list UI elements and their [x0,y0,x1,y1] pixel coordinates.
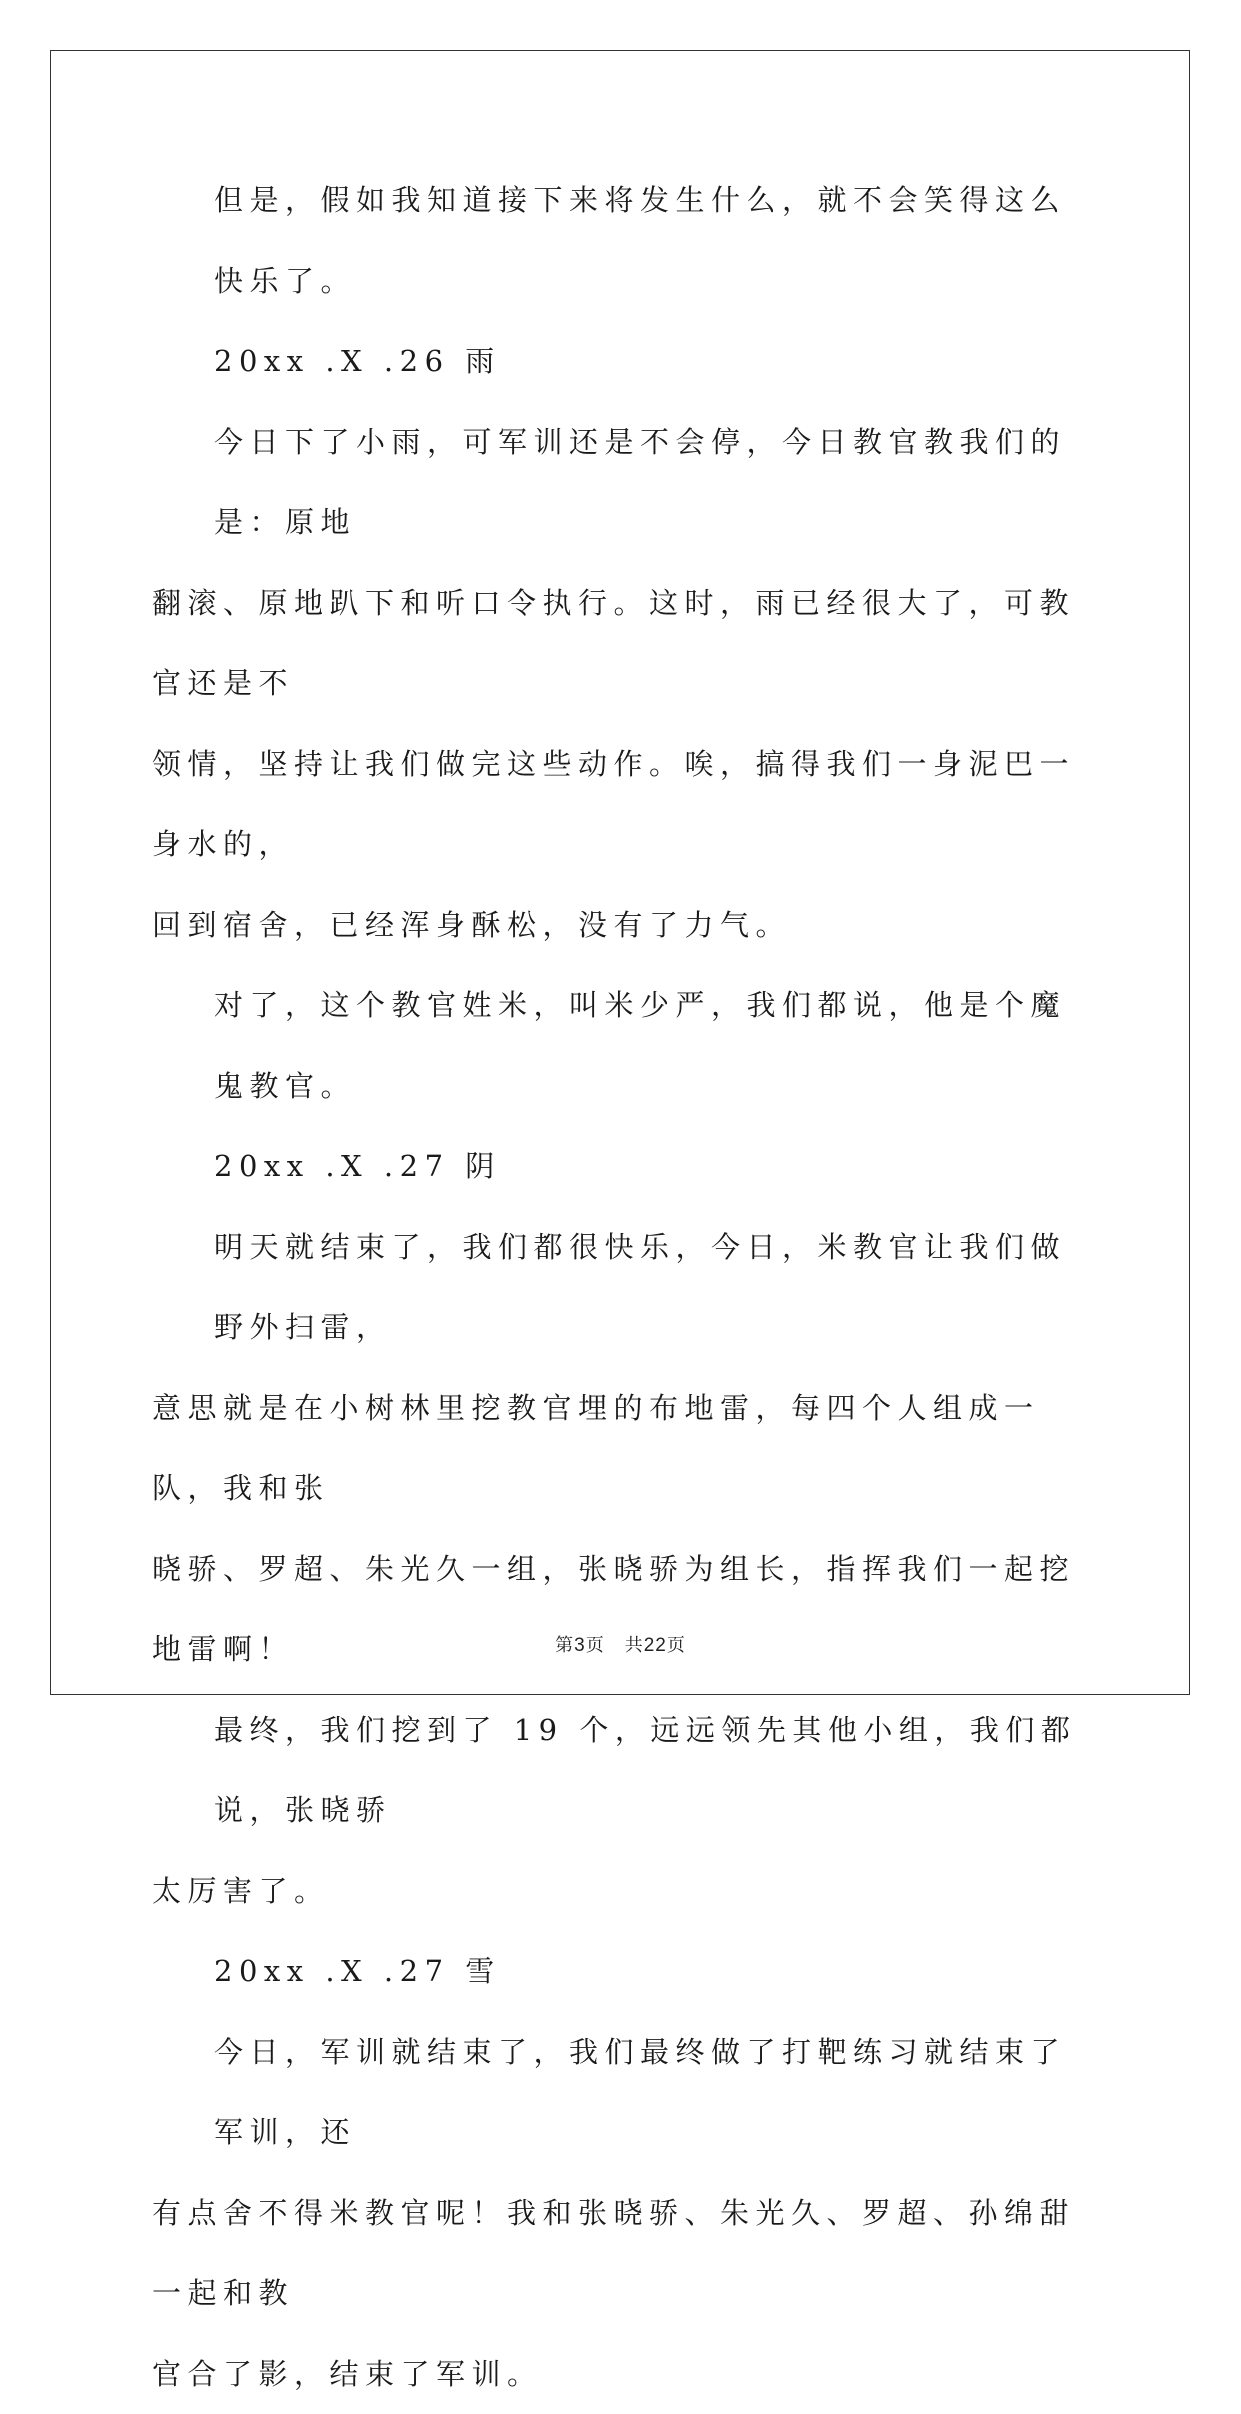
page-footer [0,1631,1241,1657]
text-line: 官合了影，结束了军训。 [152,2334,1087,2414]
text-block [152,160,1087,2414]
total-pages: 22 [644,1635,667,1656]
page-suffix: 页 [586,1635,605,1656]
page-number: 3 [574,1635,586,1656]
page-prefix: 第 [555,1635,574,1656]
text-line: 但是，假如我知道接下来将发生什么，就不会笑得这么快乐了。 [152,160,1087,321]
text-line: 翻滚、原地趴下和听口令执行。这时，雨已经很大了，可教官还是不 [152,563,1087,724]
text-line: 意思就是在小树林里挖教官埋的布地雷，每四个人组成一队，我和张 [152,1368,1087,1529]
document-body [152,160,1087,2414]
text-line: 明天就结束了，我们都很快乐，今日，米教官让我们做野外扫雷， [152,1207,1087,1368]
text-line: 今日，军训就结束了，我们最终做了打靶练习就结束了军训，还 [152,2012,1087,2173]
diary-date-heading: 20xx .X .27 阴 [152,1126,1087,1207]
text-line: 今日下了小雨，可军训还是不会停，今日教官教我们的是：原地 [152,402,1087,563]
total-prefix: 共 [625,1635,644,1656]
text-line: 对了，这个教官姓米，叫米少严，我们都说，他是个魔鬼教官。 [152,965,1087,1126]
diary-date-heading: 20xx .X .27 雪 [152,1931,1087,2012]
text-line: 有点舍不得米教官呢！我和张晓骄、朱光久、罗超、孙绵甜一起和教 [152,2173,1087,2334]
total-suffix: 页 [667,1635,686,1656]
diary-date-heading: 20xx .X .26 雨 [152,321,1087,402]
text-line: 晓骄、罗超、朱光久一组，张晓骄为组长，指挥我们一起挖地雷啊！ [152,1529,1087,1690]
text-line: 领情，坚持让我们做完这些动作。唉，搞得我们一身泥巴一身水的， [152,724,1087,885]
text-line: 太厉害了。 [152,1851,1087,1932]
text-line: 回到宿舍，已经浑身酥松，没有了力气。 [152,885,1087,966]
text-line: 最终，我们挖到了 19 个，远远领先其他小组，我们都说，张晓骄 [152,1690,1087,1851]
